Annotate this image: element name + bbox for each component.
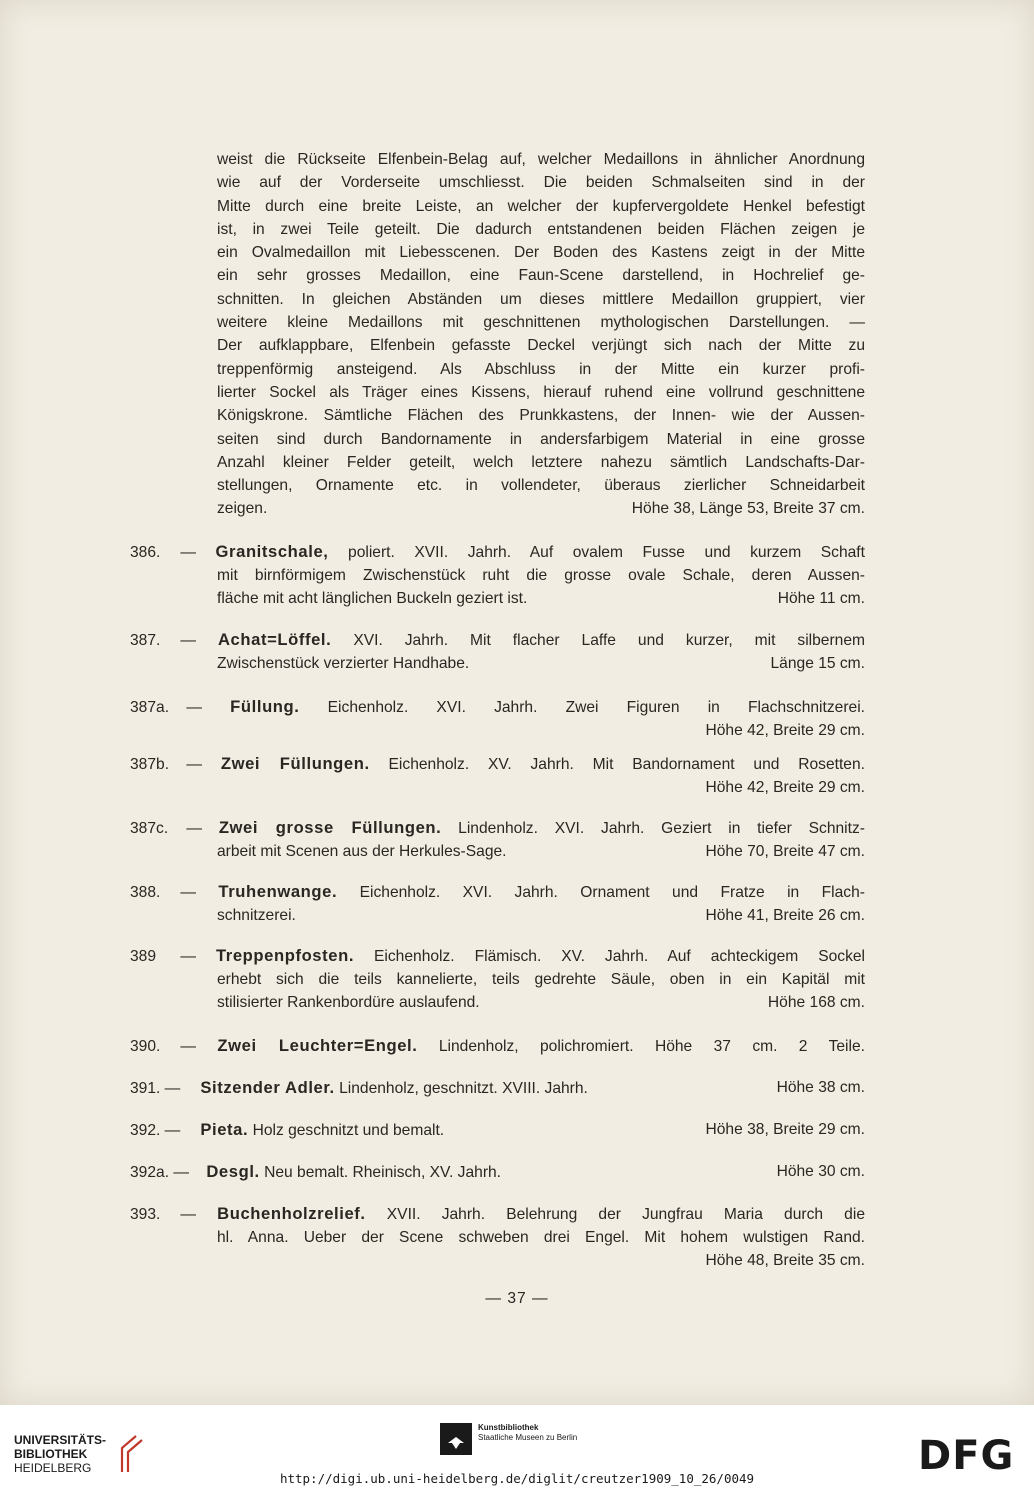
entry-text: Lindenholz, polichromiert. Höhe 37 cm. 2 Teile. [438, 1038, 865, 1055]
dimensions-text: Höhe 38, Breite 29 cm. [705, 1121, 865, 1138]
dimensions-text: Höhe 38, Länge 53, Breite 37 cm. [631, 500, 865, 518]
entry-number: 393. — [130, 1206, 196, 1223]
entry-title: Füllung. [230, 697, 300, 716]
entry-last-line [130, 652, 865, 675]
dimensions-text: Höhe 70, Breite 47 cm. [705, 843, 865, 860]
entry-text: Holz geschnitzt und bemalt. [252, 1122, 445, 1139]
paragraph-line: stellungen, Ornamente etc. in vollendeter, überaus zierlicher Schneidarbeit [217, 477, 865, 495]
entry-first-line [130, 540, 865, 564]
catalog-entry [130, 752, 865, 799]
catalog-entry [130, 1076, 865, 1100]
entry-first-line [130, 944, 865, 968]
kunstbibliothek-icon [440, 1423, 472, 1455]
entry-number: 390. — [130, 1038, 196, 1055]
entry-text: XVI. Jahrh. Mit flacher Laffe und kurzer, mit silbernem [353, 632, 865, 649]
paragraph-line: ein Ovalmedaillon mit Liebesscenen. Der Boden des Kastens zeigt in der Mitte [217, 244, 865, 262]
paragraph-line: wie auf der Vorderseite umschliesst. Die beiden Schmalseiten sind in der [217, 174, 865, 192]
paragraph-line: weitere kleine Medaillons mit geschnittenen mythologischen Darstellungen. — [217, 314, 865, 332]
entry-number: 388. — [130, 884, 196, 901]
entry-title: Pieta. [200, 1120, 249, 1139]
ub-logo-text [14, 1433, 106, 1475]
paragraph-line: seiten sind durch Bandornamente in andersfarbigem Material in eine grosse [217, 430, 865, 448]
paragraph-line: Anzahl kleiner Felder geteilt, welch letztere nahezu sämtlich Landschafts-Dar- [217, 453, 865, 471]
entry-number: 389 — [130, 948, 196, 965]
entry-last-text: arbeit mit Scenen aus der Herkules-Sage. [217, 843, 507, 860]
kb-line-1: Kunstbibliothek [478, 1423, 539, 1432]
catalog-entry [130, 816, 865, 863]
catalog-entry [130, 880, 865, 927]
footer-bar [0, 1405, 1034, 1490]
entry-first-line [130, 752, 865, 776]
entry-last-line [130, 991, 865, 1014]
entry-number: 391. — [130, 1080, 181, 1097]
entry-number: 387b. — [130, 756, 202, 773]
paragraph-last-line [217, 497, 865, 520]
ub-heidelberg-logo[interactable] [14, 1433, 144, 1475]
permalink-url[interactable]: http://digi.ub.uni-heidelberg.de/diglit/creutzer1909_10_26/0049 [279, 1471, 755, 1486]
eagle-icon [440, 1423, 472, 1455]
entry-text: Lindenholz, geschnitzt. XVIII. Jahrh. [339, 1080, 588, 1097]
entry-first-line [130, 695, 865, 719]
entry-title: Sitzender Adler. [200, 1078, 335, 1097]
entry-title: Treppenpfosten. [215, 946, 355, 965]
entry-number: 387a. — [130, 699, 202, 716]
entry-number: 386. — [130, 544, 196, 561]
entry-number: 387. — [130, 632, 196, 649]
paragraph-line: lierter Sockel als Träger eines Kissens, hierauf ruhend eine vollrund geschnittene [217, 383, 865, 401]
entry-title: Truhenwange. [218, 882, 338, 901]
dimensions-text: Höhe 11 cm. [777, 590, 865, 607]
catalog-entry [130, 1118, 865, 1142]
entry-last-text: fläche mit acht länglichen Buckeln geziert ist. [217, 590, 528, 607]
entry-last-text: Zwischenstück verzierter Handhabe. [217, 655, 470, 672]
entry-first-line [130, 1034, 865, 1058]
entry-title: Achat=Löffel. [217, 630, 332, 649]
catalog-entry [130, 1160, 865, 1184]
entry-number: 387c. — [130, 820, 202, 837]
entry-first-line [130, 1160, 865, 1184]
entry-continuation: erhebt sich die teils kannelierte, teils gedrehte Säule, oben in ein Kapitäl mit [217, 971, 865, 988]
entry-text: Eichenholz. Flämisch. XV. Jahrh. Auf achteckigem Sockel [374, 948, 866, 965]
entry-first-line [130, 628, 865, 652]
dfg-logo[interactable]: DFG [918, 1433, 1015, 1479]
paragraph-line: schnitten. In gleichen Abständen um dieses mittlere Medaillon gruppiert, vier [217, 290, 865, 308]
entry-text: Neu bemalt. Rheinisch, XV. Jahrh. [264, 1164, 502, 1181]
paragraph-line: Mitte durch eine breite Leiste, an welcher der kupfervergoldete Henkel befestigt [217, 197, 865, 215]
entry-title: Desgl. [206, 1162, 260, 1181]
paragraph-line: weist die Rückseite Elfenbein-Belag auf, welcher Medaillons in ähnlicher Anordnung [217, 151, 865, 168]
catalog-entry [130, 695, 865, 742]
catalog-entry [130, 944, 865, 1014]
paragraph-line: ist, in zwei Teile geteilt. Die dadurch entstandenen beiden Flächen zeigen je [217, 220, 865, 238]
entry-continuation: mit birnförmigem Zwischenstück ruht die grosse ovale Schale, deren Aussen- [217, 567, 865, 584]
entry-title: Zwei Leuchter=Engel. [217, 1036, 418, 1055]
dimensions-text: Höhe 30 cm. [776, 1163, 865, 1180]
entry-title: Zwei grosse Füllungen. [218, 818, 442, 837]
catalog-entry [130, 540, 865, 610]
entry-first-line [130, 1118, 865, 1142]
entry-continuation: hl. Anna. Ueber der Scene schweben drei Engel. Mit hohem wulstigen Rand. [217, 1229, 865, 1246]
kb-line-2: Staatliche Museen zu Berlin [478, 1433, 578, 1442]
dimensions-text: Höhe 41, Breite 26 cm. [705, 907, 865, 924]
intro-paragraph [217, 148, 865, 521]
catalog-entry [130, 1034, 865, 1058]
entry-first-line [130, 880, 865, 904]
ub-line-1: UNIVERSITÄTS- [14, 1433, 107, 1447]
entry-first-line [130, 1202, 865, 1226]
entry-number: 392. — [130, 1122, 181, 1139]
entry-last-line [130, 904, 865, 927]
paragraph-line: ein sehr grosses Medaillon, eine Faun-Scene darstellend, in Hochrelief ge- [217, 267, 865, 285]
entry-last-text: schnitzerei. [217, 907, 296, 924]
catalog-entry [130, 1202, 865, 1272]
entry-title: Granitschale, [215, 542, 329, 561]
dimensions-text: Höhe 168 cm. [767, 994, 865, 1011]
entry-text: poliert. XVII. Jahrh. Auf ovalem Fusse und kurzem Schaft [348, 544, 865, 561]
entry-last-line [130, 587, 865, 610]
paragraph-last-text: zeigen. [217, 500, 268, 518]
entry-text: Eichenholz. XV. Jahrh. Mit Bandornament und Rosetten. [388, 756, 865, 773]
entry-text: Eichenholz. XVI. Jahrh. Ornament und Fratze in Flach- [359, 884, 865, 901]
entry-text: Eichenholz. XVI. Jahrh. Zwei Figuren in Flachschnitzerei. [327, 699, 865, 716]
entry-text: XVII. Jahrh. Belehrung der Jungfrau Maria durch die [386, 1206, 865, 1223]
paragraph-line: Königskrone. Sämtliche Flächen des Prunkkastens, der Innen- wie der Aussen- [217, 407, 865, 425]
ub-line-3: HEIDELBERG [14, 1461, 92, 1475]
dimensions-text: Höhe 42, Breite 29 cm. [705, 722, 865, 739]
entry-number: 392a. — [130, 1164, 189, 1181]
page-number: — 37 — [485, 1290, 549, 1307]
kunstbibliothek-logo[interactable] [440, 1423, 577, 1455]
entry-first-line [130, 1076, 865, 1100]
paragraph-line: treppenförmig ansteigend. Als Abschluss in der Mitte ein kurzer profi- [217, 360, 865, 378]
dimensions-text: Höhe 38 cm. [776, 1079, 865, 1096]
entry-last-line [130, 840, 865, 863]
entry-last-text: stilisierter Rankenbordüre auslaufend. [217, 994, 480, 1011]
kunstbibliothek-text [478, 1423, 577, 1443]
entry-title: Zwei Füllungen. [220, 754, 370, 773]
ub-line-2: BIBLIOTHEK [14, 1447, 88, 1461]
ub-bracket-icon [114, 1434, 144, 1474]
paragraph-line: Der aufklappbare, Elfenbein gefasste Deckel verjüngt sich nach der Mitte zu [217, 337, 865, 355]
dimensions-text: Länge 15 cm. [770, 655, 865, 672]
dimensions-text: Höhe 48, Breite 35 cm. [705, 1252, 865, 1269]
entry-first-line [130, 816, 865, 840]
dimensions-text: Höhe 42, Breite 29 cm. [705, 779, 865, 796]
catalog-entry [130, 628, 865, 675]
entry-title: Buchenholzrelief. [217, 1204, 366, 1223]
entry-text: Lindenholz. XVI. Jahrh. Geziert in tiefer Schnitz- [458, 820, 865, 837]
